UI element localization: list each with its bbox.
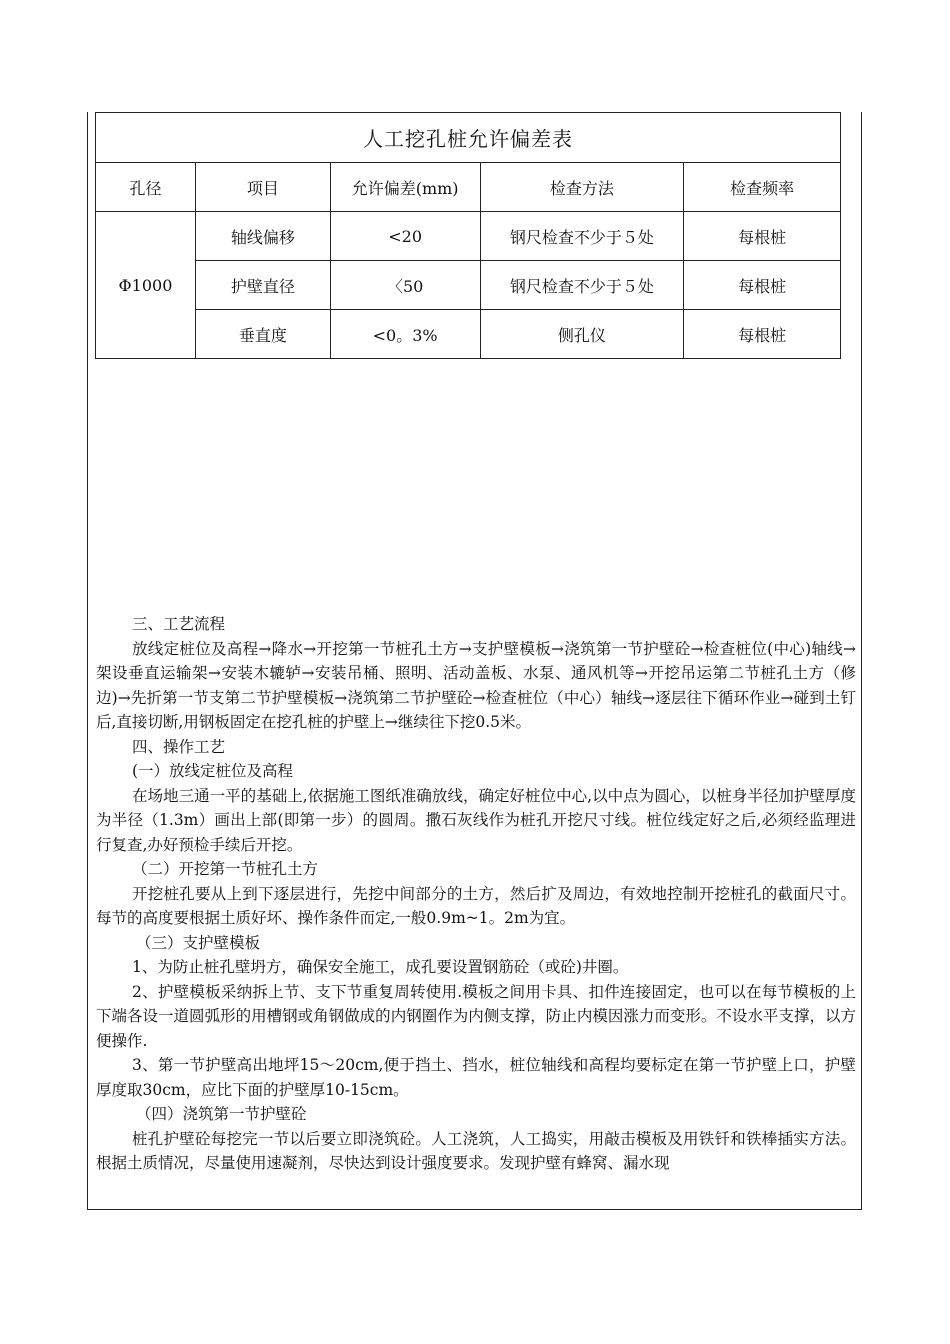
cell-tolerance: 〈50 (330, 261, 480, 310)
cell-frequency: 每根桩 (684, 310, 841, 359)
table-row (96, 212, 841, 261)
table-header-row (96, 163, 841, 212)
section-heading-operation: 四、操作工艺 (132, 737, 226, 756)
subheading-excavation: （二）开挖第一节桩孔土方 (132, 860, 319, 878)
header-diameter: 孔径 (96, 163, 196, 212)
header-item: 项目 (195, 163, 330, 212)
header-tolerance: 允许偏差(mm) (330, 163, 480, 212)
cell-tolerance: <20 (330, 212, 480, 261)
paragraph-process: 放线定桩位及高程→降水→开挖第一节桩孔土方→支护壁模板→浇筑第一节护壁砼→检查桩位(中心)轴线→架设垂直运输架→安装木辘轳→安装吊桶、照明、活动盖板、水泵、通风机等→开挖吊运第二节桩孔土方（修边)→先折第一节支第二节护壁模板→浇筑第二节护壁砼→检查桩位（中心）轴线→逐层往下循环作业→碰到土钉后,直接切断,用钢板固定在挖孔桩的护壁上→继续往下挖0.5米。 (96, 639, 856, 731)
cell-diameter: Φ1000 (96, 212, 196, 359)
cell-item: 轴线偏移 (195, 212, 330, 261)
cell-method: 侧孔仪 (480, 310, 684, 359)
cell-method: 钢尺检查不少于５处 (480, 261, 684, 310)
cell-frequency: 每根桩 (684, 261, 841, 310)
subheading-formwork: （三）支护壁模板 (136, 933, 261, 952)
cell-frequency: 每根桩 (684, 212, 841, 261)
cell-tolerance: <0。3% (330, 310, 480, 359)
table-title: 人工挖孔桩允许偏差表 (96, 113, 841, 163)
paragraph-formwork-3: 3、第一节护壁高出地坪15～20cm,便于挡土、挡水，桩位轴线和高程均要标定在第一节护壁上口，护壁厚度取30cm，应比下面的护壁厚10-15cm。 (96, 1056, 856, 1099)
document-body (96, 612, 856, 1176)
paragraph-formwork-1: 1、为防止桩孔壁坍方，确保安全施工，成孔要设置钢筋砼（或砼)井圈。 (132, 958, 629, 976)
paragraph-formwork-2: 2、护壁模板采纳拆上节、支下节重复周转使用.模板之间用卡具、扣件连接固定，也可以在每节模板的上下端各设一道圆弧形的用槽钢或角钢做成的内钢圈作为内侧支撑，防止内模因涨力而变形。不设水平支撑，以方便操作. (96, 982, 856, 1050)
header-method: 检查方法 (480, 163, 684, 212)
cell-item: 护壁直径 (195, 261, 330, 310)
subheading-layout: (一）放线定桩位及高程 (132, 762, 294, 780)
table-row (96, 310, 841, 359)
paragraph-excavation: 开挖桩孔要从上到下逐层进行，先挖中间部分的土方，然后扩及周边，有效地控制开挖桩孔的截面尺寸。每节的高度要根据土质好坏、操作条件而定,一般0.9m~1。2m为宜。 (96, 884, 856, 927)
deviation-table (95, 112, 841, 359)
paragraph-layout: 在场地三通一平的基础上,依据施工图纸准确放线，确定好桩位中心,以中点为圆心，以桩身半径加护壁厚度为半径（1.3m）画出上部(即第一步）的圆周。撒石灰线作为桩孔开挖尺寸线。桩位线定好之后,必须经监理进行复查,办好预检手续后开挖。 (96, 786, 856, 854)
paragraph-pouring: 桩孔护壁砼每挖完一节以后要立即浇筑砼。人工浇筑，人工捣实，用敲击模板及用铁钎和铁棒插实方法。根据土质情况，尽量使用速凝剂，尽快达到设计强度要求。发现护壁有蜂窝、漏水现 (96, 1129, 856, 1172)
cell-item: 垂直度 (195, 310, 330, 359)
section-heading-process: 三、工艺流程 (132, 615, 226, 633)
table-row (96, 261, 841, 310)
cell-method: 钢尺检查不少于５处 (480, 212, 684, 261)
header-frequency: 检查频率 (684, 163, 841, 212)
subheading-pouring: （四）浇筑第一节护壁砼 (136, 1105, 307, 1123)
